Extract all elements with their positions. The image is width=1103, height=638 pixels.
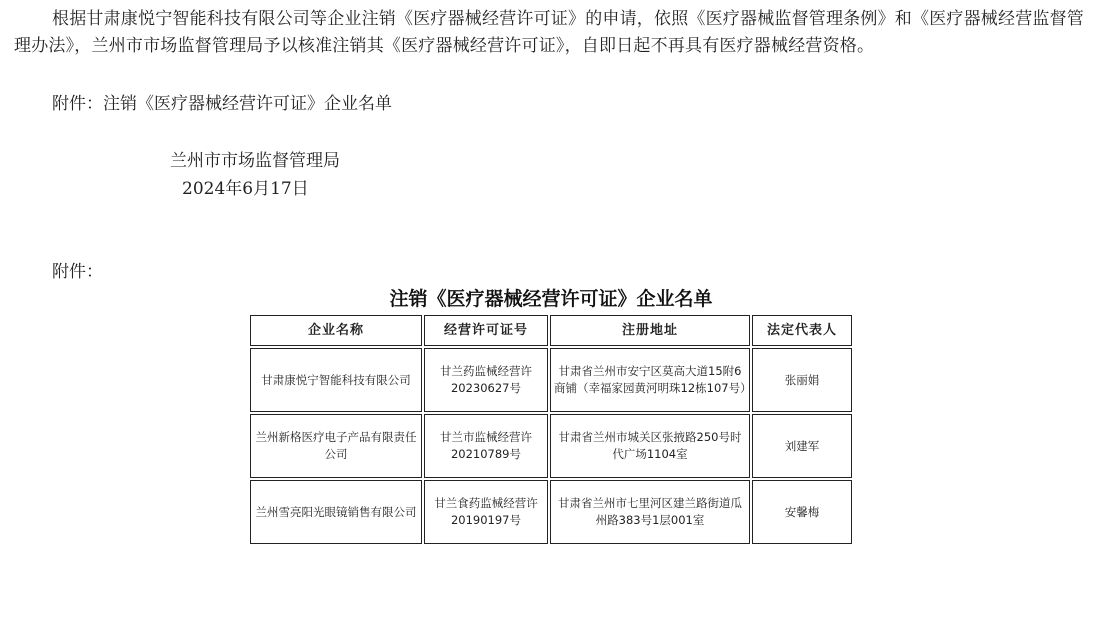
cell-legal-representative: 刘建军 — [752, 414, 852, 478]
cell-license-number: 甘兰市监械经营许20210789号 — [424, 414, 548, 478]
table-header-row — [250, 315, 852, 346]
cell-license-number: 甘兰药监械经营许20230627号 — [424, 348, 548, 412]
header-enterprise-name: 企业名称 — [250, 315, 422, 346]
table-row — [250, 414, 852, 478]
header-license-number: 经营许可证号 — [424, 315, 548, 346]
header-legal-representative: 法定代表人 — [752, 315, 852, 346]
table-title: 注销《医疗器械经营许可证》企业名单 — [389, 288, 713, 310]
cell-legal-representative: 安馨梅 — [752, 480, 852, 544]
table-row — [250, 348, 852, 412]
cell-enterprise-name: 甘肃康悦宁智能科技有限公司 — [250, 348, 422, 412]
cell-license-number: 甘兰食药监械经营许20190197号 — [424, 480, 548, 544]
annex-label: 附件： — [52, 262, 103, 282]
annex-reference: 附件：注销《医疗器械经营许可证》企业名单 — [52, 94, 392, 114]
table-row — [250, 480, 852, 544]
cell-registered-address: 甘肃省兰州市安宁区莫高大道15附6商铺（幸福家园黄河明珠12栋107号） — [550, 348, 750, 412]
cell-registered-address: 甘肃省兰州市城关区张掖路250号时代广场1104室 — [550, 414, 750, 478]
issuing-authority: 兰州市市场监督管理局 — [170, 151, 340, 171]
header-registered-address: 注册地址 — [550, 315, 750, 346]
cell-enterprise-name: 兰州雪亮阳光眼镜销售有限公司 — [250, 480, 422, 544]
issue-date: 2024年6月17日 — [182, 179, 309, 199]
cell-legal-representative: 张丽娟 — [752, 348, 852, 412]
enterprise-table — [248, 313, 854, 546]
cell-registered-address: 甘肃省兰州市七里河区建兰路街道瓜州路383号1层001室 — [550, 480, 750, 544]
cell-enterprise-name: 兰州新格医疗电子产品有限责任公司 — [250, 414, 422, 478]
notice-body: 根据甘肃康悦宁智能科技有限公司等企业注销《医疗器械经营许可证》的申请，依照《医疗器械监督管理条例》和《医疗器械经营监督管理办法》，兰州市市场监督管理局予以核准注销其《医疗器械经营许可证》，自即日起不再具有医疗器械经营资格。 — [14, 9, 1084, 56]
